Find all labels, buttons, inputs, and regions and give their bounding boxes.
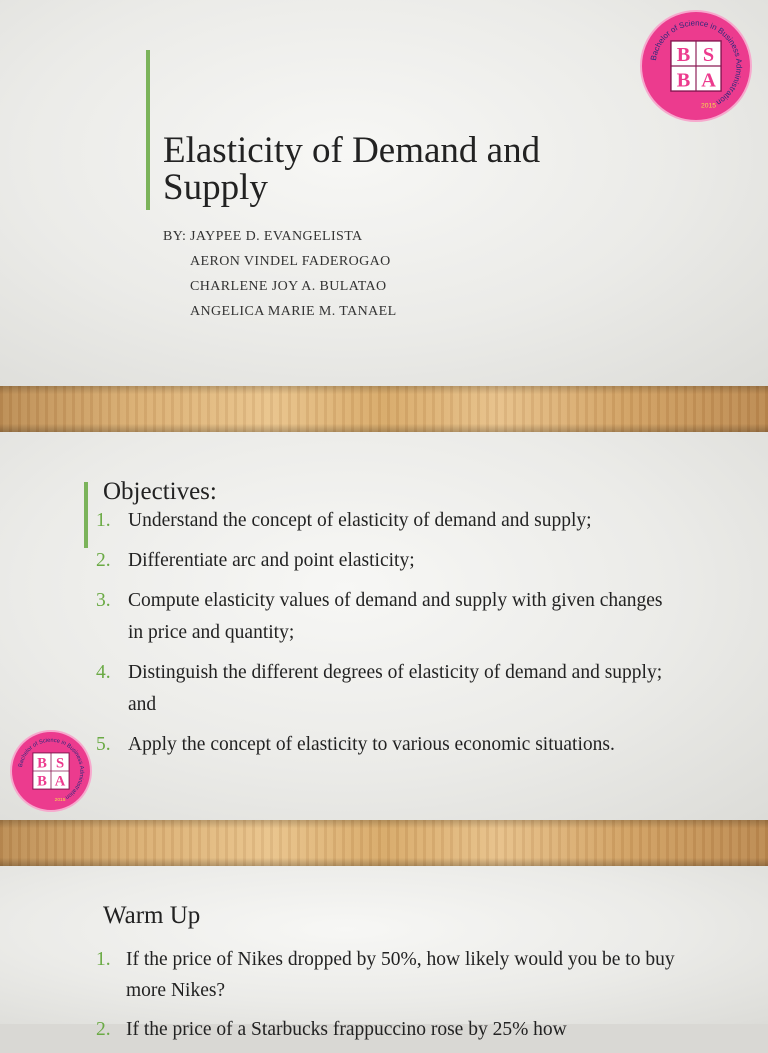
list-text: Understand the concept of elasticity of demand and supply; [128, 510, 592, 531]
logo-letter: B [37, 773, 47, 790]
title-accent-bar [146, 50, 150, 210]
logo-ring-text: Bachelor of Science in Business Administration [648, 18, 744, 108]
bsba-logo-small [10, 730, 92, 812]
logo-letter: A [701, 69, 716, 92]
author-list [163, 228, 397, 328]
logo-year: 2015 [701, 102, 717, 110]
logo-letter: B [676, 44, 691, 67]
list-text: If the price of Nikes dropped by 50%, how likely would you be to buy more Nikes? [126, 949, 675, 1001]
list-text: Differentiate arc and point elasticity; [128, 550, 415, 571]
logo-ring-text: Bachelor of Science in Business Administration [17, 737, 85, 801]
list-item [96, 545, 676, 577]
logo-letter: B [676, 69, 691, 92]
logo-letter: B [37, 755, 47, 772]
list-item [96, 729, 676, 761]
presentation-title: Elasticity of Demand and Supply [163, 130, 541, 208]
author-name: JAYPEE D. EVANGELISTA [190, 229, 363, 244]
logo-letter: A [54, 773, 66, 790]
list-number: 1. [96, 949, 111, 970]
logo-letter: S [55, 755, 65, 772]
list-item [96, 944, 696, 1006]
list-number: 2. [96, 550, 111, 571]
list-number: 4. [96, 662, 111, 683]
author-name: AERON VINDEL FADEROGAO [190, 254, 391, 269]
warm-up-list [96, 944, 696, 1053]
author-name: ANGELICA MARIE M. TANAEL [190, 304, 397, 319]
list-item [96, 657, 676, 721]
author-row [163, 278, 397, 303]
list-number: 3. [96, 590, 111, 611]
by-label: BY: [163, 229, 187, 244]
bsba-logo [640, 10, 752, 122]
objectives-list [96, 505, 676, 769]
bsba-logo-graphic [12, 732, 90, 810]
list-item [96, 505, 676, 537]
objectives-accent-bar [84, 482, 88, 548]
list-number: 5. [96, 734, 111, 755]
list-number: 1. [96, 510, 111, 531]
bsba-logo-graphic [642, 12, 750, 120]
slide-divider [0, 386, 768, 432]
list-text: Apply the concept of elasticity to various economic situations. [128, 734, 615, 755]
list-text: If the price of a Starbucks frappuccino rose by 25% how [126, 1019, 567, 1040]
author-row [163, 253, 397, 278]
author-name: CHARLENE JOY A. BULATAO [190, 279, 387, 294]
list-text: Compute elasticity values of demand and supply with given changes in price and quantity; [128, 590, 663, 643]
logo-year: 2015 [54, 797, 66, 803]
list-text: Distinguish the different degrees of elasticity of demand and supply; and [128, 662, 663, 715]
author-row [163, 228, 397, 253]
warm-up-heading: Warm Up [103, 902, 201, 929]
logo-letter: S [702, 44, 715, 67]
list-number: 2. [96, 1019, 111, 1040]
slide-divider [0, 820, 768, 866]
author-row [163, 303, 397, 328]
objectives-heading: Objectives: [103, 478, 217, 505]
list-item [96, 1014, 696, 1045]
list-item [96, 585, 676, 649]
